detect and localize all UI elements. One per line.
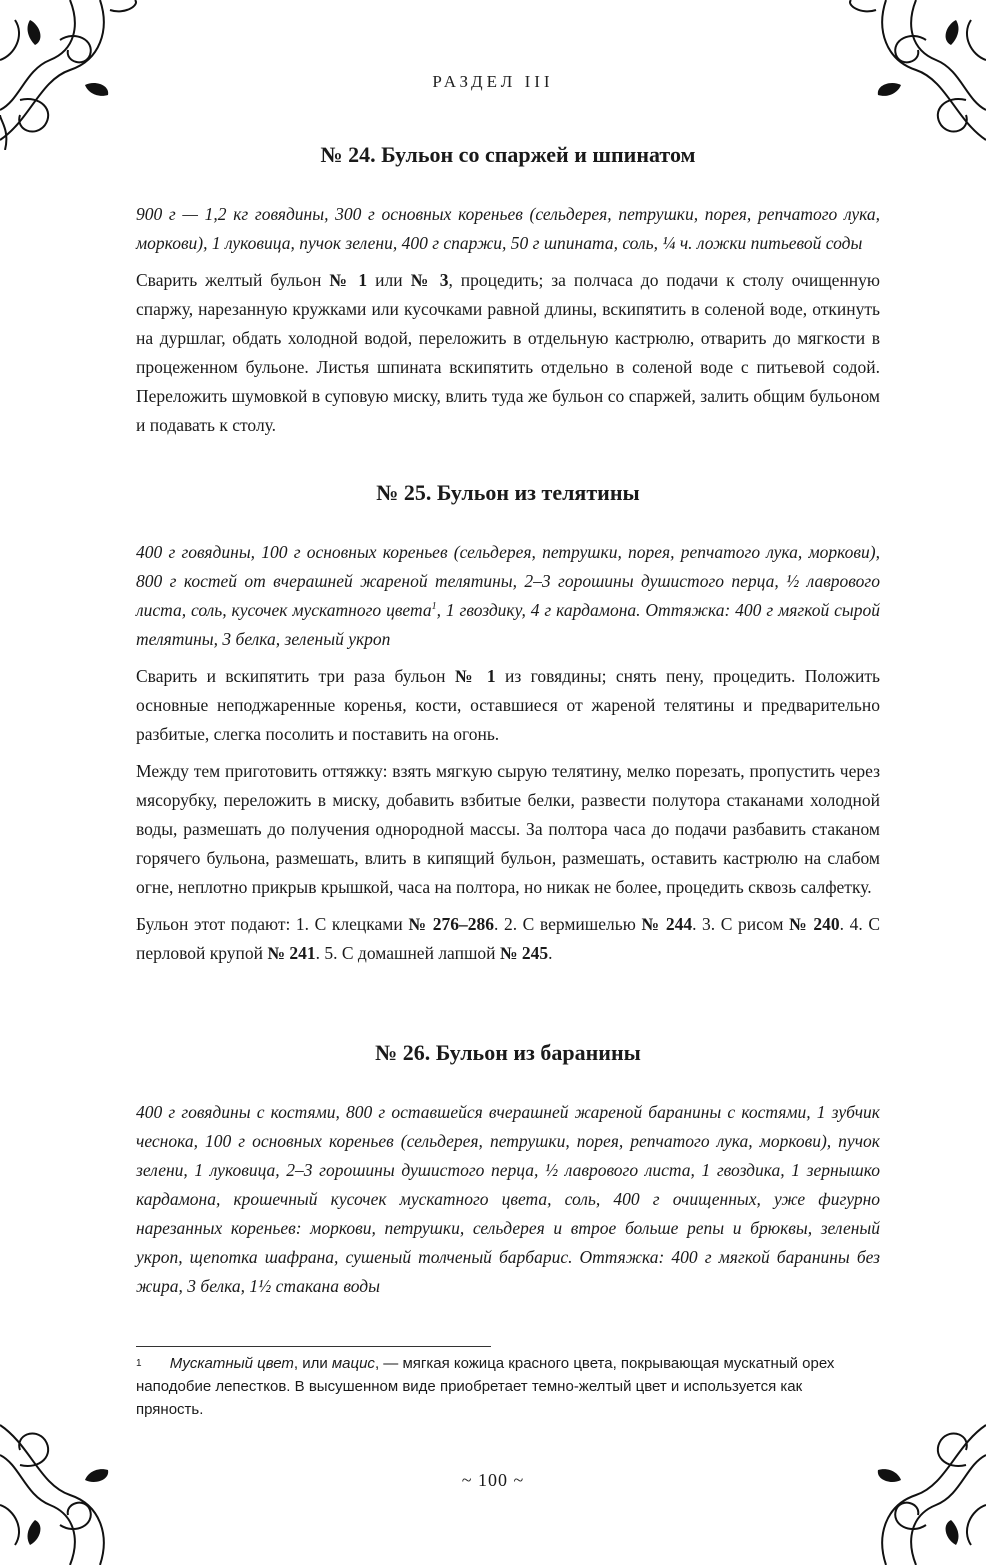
recipe-26 bbox=[136, 1040, 880, 1301]
recipe-title: № 24. Бульон со спаржей и шпинатом bbox=[320, 142, 696, 167]
recipe-instructions-2: Между тем приготовить оттяжку: взять мягкую сырую телятину, мелко порезать, пропустить через мясорубку, переложить в миску, добавить взбитые белки, развести полутора стаканами холодной воды, размешать до получения однородной массы. За полтора часа до подачи разбавить стаканом горячего бульона, размешать, влить в кипящий бульон, размешать, оставить кастрюлю на слабом огне, неплотно прикрыв крышкой, часа на полтора, но никак не более, процедить сквозь салфетку. bbox=[136, 761, 880, 897]
section-header: РАЗДЕЛ III bbox=[432, 72, 554, 91]
footnote: $^1$ Мускатный цвет, или мацис, — мягкая кожица красного цвета, покрывающая мускатный орех наподобие лепестков. В высушенном виде приобретает темно-желтый цвет и используется как пряность. bbox=[136, 1355, 835, 1418]
page-number: ~ 100 ~ bbox=[461, 1470, 525, 1490]
recipe-ingredients: 400 г говядины, 100 г основных кореньев (сельдерея, петрушки, порея, репчатого лука, моркови), 800 г костей от вчерашней жареной телятины, 2–3 горошины душистого перца, ½ лаврового листа, соль, кусочек мускатного цвета$^1$, 1 гвоздику, 4 г кардамона. Оттяжка: 400 г мягкой сырой телятины, 3 белка, зеленый укроп bbox=[136, 542, 880, 649]
recipe-title: № 26. Бульон из баранины bbox=[375, 1040, 641, 1065]
recipe-ingredients: 400 г говядины с костями, 800 г оставшейся вчерашней жареной баранины с костями, 1 зубчик чеснока, 100 г основных кореньев (сельдерея, петрушки, порея, репчатого лука, моркови), пучок зелени, 1 луковица, 2–3 горошины душистого перца, ½ лаврового листа, 1 гвоздика, 1 зернышко кардамона, крошечный кусочек мускатного цвета, соль, 400 г очищенных, уже фигурно нарезанных кореньев: моркови, петрушки, сельдерея и втрое больше репы и брюквы, зеленый укроп, щепотка шафрана, сушеный толченый барбарис. Оттяжка: 400 г мягкой баранины без жира, 3 белка, 1½ стакана воды bbox=[136, 1102, 880, 1296]
footnote-divider bbox=[136, 1346, 491, 1347]
serving-options: Бульон этот подают: 1. С клецками № 276–286. 2. С вермишелью № 244. 3. С рисом № 240. 4. С перловой крупой № 241. 5. С домашней лапшой № 245. bbox=[136, 914, 881, 963]
recipe-25 bbox=[136, 480, 880, 968]
recipe-title: № 25. Бульон из телятины bbox=[376, 480, 640, 505]
recipe-instructions: Сварить желтый бульон № 1 или № 3, процедить; за полчаса до подачи к столу очищенную спаржу, нарезанную кружками или кусочками равной длины, вскипятить в соленой воде, откинуть на дуршлаг, обдать холодной водой, переложить в отдельную кастрюлю, отварить до мягкости в процеженном бульоне. Листья шпината вскипятить отдельно в соленой воде с питьевой содой. Переложить шумовкой в суповую миску, влить туда же бульон со спаржей, залить общим бульоном и подавать к столу. bbox=[136, 270, 880, 435]
recipe-ingredients: 900 г — 1,2 кг говядины, 300 г основных кореньев (сельдерея, петрушки, порея, репчатого лука, моркови), 1 луковица, пучок зелени, 400 г спаржи, 50 г шпината, соль, ¼ ч. ложки питьевой соды bbox=[136, 204, 880, 253]
recipe-24 bbox=[136, 142, 880, 440]
recipe-instructions: Сварить и вскипятить три раза бульон № 1 из говядины; снять пену, процедить. Положить основные неподжаренные коренья, кости, оставшиеся от жареной телятины и предварительно разбитые, слегка посолить и поставить на огонь. bbox=[136, 666, 880, 744]
footnote-marker: 1 bbox=[136, 1358, 142, 1369]
footnote-reference[interactable]: 1 bbox=[431, 601, 437, 613]
